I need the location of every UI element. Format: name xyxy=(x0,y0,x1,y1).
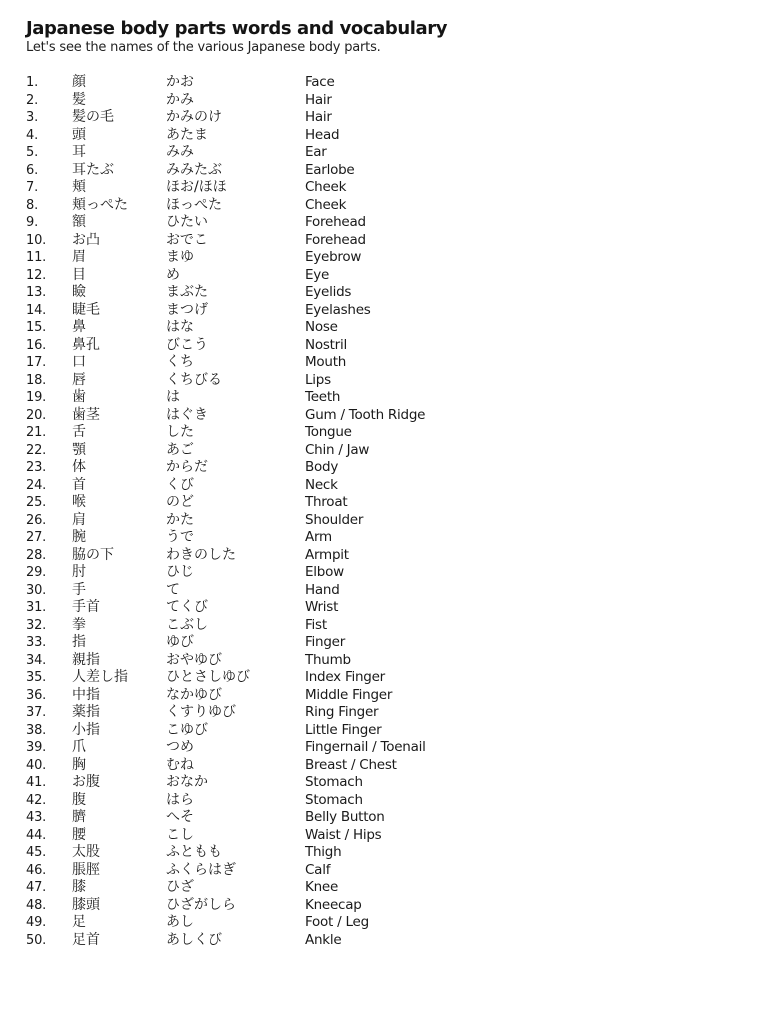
kana-reading: かた xyxy=(166,511,194,528)
english-meaning: Cheek xyxy=(305,196,347,213)
english-meaning: Little Finger xyxy=(305,721,382,738)
kana-reading: まゆ xyxy=(166,249,194,265)
kanji-term: 足 xyxy=(72,914,86,930)
kanji-term: 耳たぶ xyxy=(72,161,114,178)
english-meaning: Teeth xyxy=(305,389,341,405)
vocab-row xyxy=(26,844,746,862)
vocab-row xyxy=(26,144,746,162)
vocab-row xyxy=(26,267,746,285)
item-number: 2. xyxy=(26,92,39,108)
kana-reading: むね xyxy=(166,756,194,773)
english-meaning: Thigh xyxy=(305,844,342,860)
english-meaning: Foot / Leg xyxy=(305,914,369,930)
kana-reading: なかゆび xyxy=(166,686,222,703)
vocab-row xyxy=(26,354,746,372)
kana-reading: おなか xyxy=(166,774,208,790)
kana-reading: ほっぺた xyxy=(166,196,222,213)
english-meaning: Elbow xyxy=(305,564,344,580)
vocab-row xyxy=(26,232,746,250)
vocab-row xyxy=(26,197,746,215)
kanji-term: 指 xyxy=(72,634,86,650)
item-number: 26. xyxy=(26,512,47,528)
english-meaning: Belly Button xyxy=(305,809,385,825)
english-meaning: Breast / Chest xyxy=(305,756,397,773)
kanji-term: 睫毛 xyxy=(72,301,100,318)
kanji-term: 頬 xyxy=(72,179,86,195)
kanji-term: 唇 xyxy=(72,371,86,388)
vocab-row xyxy=(26,757,746,775)
kana-reading: からだ xyxy=(166,459,208,475)
kanji-term: 手首 xyxy=(72,599,100,615)
kana-reading: はぐき xyxy=(166,406,208,423)
vocab-row xyxy=(26,827,746,845)
item-number: 7. xyxy=(26,180,39,195)
kanji-term: 膝 xyxy=(72,879,86,895)
item-number: 8. xyxy=(26,197,39,213)
kana-reading: かみのけ xyxy=(166,109,222,125)
item-number: 1. xyxy=(26,75,39,90)
item-number: 39. xyxy=(26,740,47,755)
vocab-row xyxy=(26,319,746,337)
item-number: 12. xyxy=(26,267,47,283)
item-number: 35. xyxy=(26,670,47,685)
kanji-term: 喉 xyxy=(72,494,86,510)
kanji-term: 脇の下 xyxy=(72,546,114,563)
english-meaning: Earlobe xyxy=(305,161,355,178)
item-number: 21. xyxy=(26,425,47,440)
page-subtitle: Let's see the names of the various Japanese body parts. xyxy=(26,40,381,55)
english-meaning: Index Finger xyxy=(305,669,385,685)
english-meaning: Hair xyxy=(305,109,332,125)
item-number: 19. xyxy=(26,390,47,405)
item-number: 46. xyxy=(26,862,47,878)
item-number: 44. xyxy=(26,827,47,843)
english-meaning: Fist xyxy=(305,616,327,633)
kanji-term: 脹脛 xyxy=(72,861,100,878)
kanji-term: 眉 xyxy=(72,249,86,265)
english-meaning: Forehead xyxy=(305,231,366,248)
kanji-term: 鼻孔 xyxy=(72,336,100,353)
english-meaning: Ring Finger xyxy=(305,704,379,720)
english-meaning: Eyelids xyxy=(305,284,352,300)
kanji-term: 肩 xyxy=(72,511,86,528)
kanji-term: 耳 xyxy=(72,144,86,160)
kana-reading: ふともも xyxy=(166,844,222,860)
english-meaning: Forehead xyxy=(305,214,366,230)
kana-reading: こぶし xyxy=(166,616,208,633)
kanji-term: 中指 xyxy=(72,686,100,703)
item-number: 43. xyxy=(26,810,47,825)
kanji-term: 膝頭 xyxy=(72,896,100,913)
english-meaning: Face xyxy=(305,74,335,90)
kana-reading: あし xyxy=(166,914,194,930)
kana-reading: まぶた xyxy=(166,284,208,300)
kana-reading: びこう xyxy=(166,336,208,353)
kana-reading: あたま xyxy=(166,126,208,143)
english-meaning: Knee xyxy=(305,879,339,895)
kanji-term: 髪 xyxy=(72,91,86,108)
item-number: 28. xyxy=(26,547,47,563)
kanji-term: お腹 xyxy=(72,774,100,790)
vocab-row xyxy=(26,862,746,880)
kanji-term: 腹 xyxy=(72,791,86,808)
kana-reading: のど xyxy=(166,494,194,510)
item-number: 9. xyxy=(26,215,39,230)
kana-reading: あしくび xyxy=(166,931,222,948)
item-number: 29. xyxy=(26,565,47,580)
english-meaning: Throat xyxy=(305,494,348,510)
english-meaning: Armpit xyxy=(305,546,349,563)
kana-reading: おでこ xyxy=(166,231,208,248)
item-number: 41. xyxy=(26,775,47,790)
item-number: 13. xyxy=(26,285,47,300)
english-meaning: Nose xyxy=(305,319,338,335)
kana-reading: こゆび xyxy=(166,721,208,738)
page-title: Japanese body parts words and vocabulary xyxy=(26,18,448,39)
vocab-row xyxy=(26,179,746,197)
item-number: 18. xyxy=(26,372,47,388)
kana-reading: みみ xyxy=(166,144,194,160)
kanji-term: 薬指 xyxy=(72,704,100,720)
kana-reading: かお xyxy=(166,74,194,90)
kana-reading: ひざがしら xyxy=(166,896,236,913)
item-number: 31. xyxy=(26,600,47,615)
kanji-term: 腰 xyxy=(72,826,86,843)
kana-reading: くちびる xyxy=(166,371,222,388)
english-meaning: Eye xyxy=(305,266,330,283)
vocab-row xyxy=(26,284,746,302)
english-meaning: Middle Finger xyxy=(305,686,393,703)
kanji-term: 顔 xyxy=(72,74,86,90)
vocab-row xyxy=(26,92,746,110)
kanji-term: 足首 xyxy=(72,931,100,948)
kanji-term: 口 xyxy=(72,354,86,370)
kana-reading: ひたい xyxy=(166,214,208,230)
english-meaning: Tongue xyxy=(305,424,352,440)
english-meaning: Stomach xyxy=(305,774,363,790)
english-meaning: Stomach xyxy=(305,791,363,808)
vocab-row xyxy=(26,652,746,670)
kanji-term: 頬っぺた xyxy=(72,196,128,213)
vocab-row xyxy=(26,127,746,145)
kanji-term: 鼻 xyxy=(72,319,86,335)
vocab-row xyxy=(26,477,746,495)
kana-reading: てくび xyxy=(166,599,208,615)
item-number: 10. xyxy=(26,232,47,248)
item-number: 25. xyxy=(26,495,47,510)
vocab-row xyxy=(26,739,746,757)
item-number: 36. xyxy=(26,687,47,703)
kana-reading: くび xyxy=(166,476,194,493)
item-number: 30. xyxy=(26,582,47,598)
kana-reading: わきのした xyxy=(166,546,236,563)
english-meaning: Finger xyxy=(305,634,346,650)
kana-reading: くち xyxy=(166,354,194,370)
english-meaning: Hair xyxy=(305,91,332,108)
kanji-term: 小指 xyxy=(72,721,100,738)
kana-reading: へそ xyxy=(166,809,194,825)
vocab-row xyxy=(26,459,746,477)
item-number: 22. xyxy=(26,442,47,458)
item-number: 5. xyxy=(26,145,39,160)
kanji-term: 太股 xyxy=(72,844,100,860)
vocab-row xyxy=(26,249,746,267)
kana-reading: ふくらはぎ xyxy=(166,861,236,878)
kanji-term: 肘 xyxy=(72,564,86,580)
item-number: 17. xyxy=(26,355,47,370)
kanji-term: 爪 xyxy=(72,739,86,755)
kanji-term: 臍 xyxy=(72,809,86,825)
kana-reading: ゆび xyxy=(166,634,194,650)
vocabulary-list xyxy=(26,74,746,949)
kanji-term: 腕 xyxy=(72,529,86,545)
english-meaning: Body xyxy=(305,459,339,475)
item-number: 24. xyxy=(26,477,47,493)
item-number: 45. xyxy=(26,845,47,860)
item-number: 20. xyxy=(26,407,47,423)
vocab-row xyxy=(26,599,746,617)
kana-reading: はな xyxy=(166,319,194,335)
english-meaning: Lips xyxy=(305,371,331,388)
vocab-row xyxy=(26,774,746,792)
vocab-row xyxy=(26,109,746,127)
vocab-row xyxy=(26,407,746,425)
item-number: 16. xyxy=(26,337,47,353)
item-number: 48. xyxy=(26,897,47,913)
item-number: 40. xyxy=(26,757,47,773)
kanji-term: 首 xyxy=(72,476,86,493)
english-meaning: Ear xyxy=(305,144,327,160)
kanji-term: 顎 xyxy=(72,441,86,458)
kana-reading: つめ xyxy=(166,739,194,755)
kanji-term: 歯 xyxy=(72,389,86,405)
english-meaning: Nostril xyxy=(305,336,347,353)
kana-reading: うで xyxy=(166,529,194,545)
kanji-term: 手 xyxy=(72,581,86,598)
kana-reading: ひざ xyxy=(166,879,194,895)
kana-reading: かみ xyxy=(166,91,194,108)
english-meaning: Fingernail / Toenail xyxy=(305,739,426,755)
item-number: 49. xyxy=(26,915,47,930)
vocab-row xyxy=(26,162,746,180)
english-meaning: Head xyxy=(305,126,340,143)
kana-reading: みみたぶ xyxy=(166,161,222,178)
kana-reading: こし xyxy=(166,826,194,843)
english-meaning: Hand xyxy=(305,581,340,598)
english-meaning: Ankle xyxy=(305,931,342,948)
vocab-row xyxy=(26,564,746,582)
kana-reading: おやゆび xyxy=(166,651,222,668)
vocab-row xyxy=(26,792,746,810)
kanji-term: 人差し指 xyxy=(72,669,128,685)
english-meaning: Gum / Tooth Ridge xyxy=(305,406,426,423)
english-meaning: Calf xyxy=(305,861,331,878)
vocab-row xyxy=(26,669,746,687)
english-meaning: Cheek xyxy=(305,179,347,195)
item-number: 3. xyxy=(26,110,39,125)
kanji-term: 胸 xyxy=(72,756,86,773)
vocab-row xyxy=(26,722,746,740)
vocab-row xyxy=(26,897,746,915)
vocab-row xyxy=(26,214,746,232)
item-number: 27. xyxy=(26,530,47,545)
english-meaning: Waist / Hips xyxy=(305,826,382,843)
english-meaning: Thumb xyxy=(305,651,351,668)
kanji-term: 髪の毛 xyxy=(72,109,114,125)
kanji-term: 目 xyxy=(72,266,86,283)
english-meaning: Arm xyxy=(305,529,332,545)
kanji-term: 瞼 xyxy=(72,284,86,300)
english-meaning: Neck xyxy=(305,476,338,493)
vocab-row xyxy=(26,634,746,652)
kana-reading: した xyxy=(166,424,194,440)
vocab-row xyxy=(26,337,746,355)
kana-reading: くすりゆび xyxy=(166,704,236,720)
kanji-term: 親指 xyxy=(72,651,100,668)
item-number: 42. xyxy=(26,792,47,808)
kanji-term: 拳 xyxy=(72,616,86,633)
vocab-row xyxy=(26,687,746,705)
vocab-row xyxy=(26,442,746,460)
item-number: 33. xyxy=(26,635,47,650)
item-number: 38. xyxy=(26,722,47,738)
kana-reading: め xyxy=(166,266,180,283)
vocab-row xyxy=(26,617,746,635)
kana-reading: はら xyxy=(166,791,194,808)
vocab-row xyxy=(26,512,746,530)
item-number: 50. xyxy=(26,932,47,948)
kanji-term: 額 xyxy=(72,214,86,230)
vocab-row xyxy=(26,547,746,565)
item-number: 23. xyxy=(26,460,47,475)
kana-reading: まつげ xyxy=(166,301,208,318)
english-meaning: Mouth xyxy=(305,354,347,370)
kanji-term: 頭 xyxy=(72,126,86,143)
item-number: 37. xyxy=(26,705,47,720)
vocab-row xyxy=(26,529,746,547)
item-number: 34. xyxy=(26,652,47,668)
vocab-row xyxy=(26,932,746,950)
vocab-row xyxy=(26,809,746,827)
kana-reading: て xyxy=(166,581,180,598)
vocab-row xyxy=(26,914,746,932)
item-number: 11. xyxy=(26,250,47,265)
kanji-term: 舌 xyxy=(72,424,86,440)
english-meaning: Wrist xyxy=(305,599,339,615)
vocab-row xyxy=(26,424,746,442)
item-number: 14. xyxy=(26,302,47,318)
item-number: 15. xyxy=(26,320,47,335)
vocab-row xyxy=(26,389,746,407)
kanji-term: 体 xyxy=(72,459,86,475)
kanji-term: 歯茎 xyxy=(72,406,100,423)
vocab-row xyxy=(26,879,746,897)
kanji-term: お凸 xyxy=(72,231,100,248)
english-meaning: Eyelashes xyxy=(305,301,371,318)
item-number: 6. xyxy=(26,162,39,178)
english-meaning: Kneecap xyxy=(305,896,362,913)
vocab-row xyxy=(26,372,746,390)
item-number: 4. xyxy=(26,127,39,143)
vocab-row xyxy=(26,302,746,320)
english-meaning: Chin / Jaw xyxy=(305,441,370,458)
kana-reading: ほお/ほほ xyxy=(166,179,227,195)
vocab-row xyxy=(26,704,746,722)
english-meaning: Eyebrow xyxy=(305,249,362,265)
kana-reading: ひとさしゆび xyxy=(166,669,250,685)
vocab-row xyxy=(26,494,746,512)
vocab-row xyxy=(26,582,746,600)
item-number: 47. xyxy=(26,880,47,895)
item-number: 32. xyxy=(26,617,47,633)
kana-reading: あご xyxy=(166,441,194,458)
english-meaning: Shoulder xyxy=(305,511,364,528)
vocab-row xyxy=(26,74,746,92)
kana-reading: は xyxy=(166,389,180,405)
kana-reading: ひじ xyxy=(166,564,194,580)
